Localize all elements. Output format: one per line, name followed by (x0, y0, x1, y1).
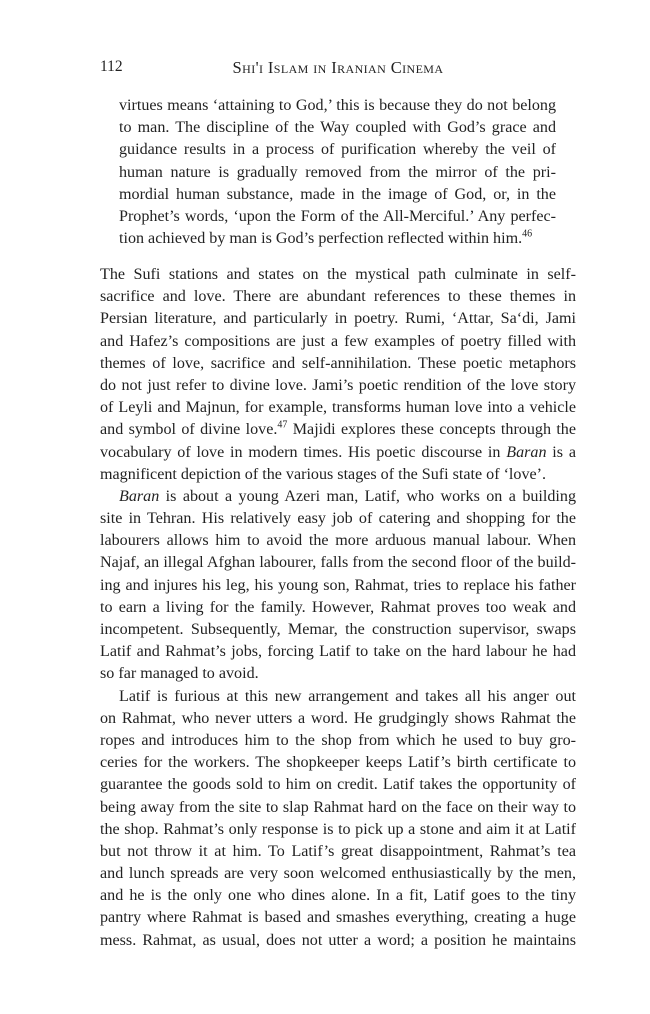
body-line: Najaf, an illegal Afghan labourer, falls from the second floor of the build- (100, 554, 576, 572)
body-line-text: and symbol of divine love. (100, 421, 278, 439)
body-line: and Hafez’s compositions are just a few examples of poetry filled with (100, 332, 576, 350)
body-line: labourers allows him to avoid the more arduous manual labour. When (100, 532, 576, 550)
body-line: ceries for the workers. The shopkeeper keeps Latif’s birth certificate to (100, 754, 576, 772)
body-text (100, 264, 576, 952)
body-line: so far managed to avoid. (100, 665, 259, 683)
body-line: ropes and introduces him to the shop from which he used to buy gro- (100, 731, 576, 749)
body-line: but not throw it at him. To Latif’s great disappointment, Rahmat’s tea (100, 842, 576, 860)
footnote-ref-47: 47 (277, 419, 288, 431)
body-line: and he is the only one who dines alone. In a fit, Latif goes to the tiny (100, 887, 576, 905)
body-line: of Leyli and Majnun, for example, transforms human love into a vehicle (100, 399, 576, 417)
body-line: to earn a living for the family. However, Rahmat proves too weak and (100, 598, 576, 616)
film-title-baran: Baran (119, 487, 160, 505)
body-line-text: is a (546, 443, 576, 461)
body-line: ing and injures his leg, his young son, Rahmat, tries to replace his father (100, 576, 576, 594)
quote-line: to man. The discipline of the Way coupled with God’s grace and (119, 119, 556, 137)
page-number: 112 (100, 58, 123, 75)
running-head: Shi'i Islam in Iranian Cinema (232, 58, 444, 77)
quote-line (119, 228, 556, 250)
body-line (100, 442, 576, 464)
body-line: do not just refer to divine love. Jami’s poetic rendition of the love story (100, 376, 576, 394)
body-line: the shop. Rahmat’s only response is to pick up a stone and aim it at Latif (100, 820, 576, 838)
body-line: on Rahmat, who never utters a word. He grudgingly shows Rahmat the (100, 709, 576, 727)
body-line: magnificent depiction of the various stages of the Sufi state of ‘love’. (100, 465, 547, 483)
page-header (100, 58, 576, 80)
quote-line: virtues means ‘attaining to God,’ this is because they do not belong (119, 97, 556, 114)
quote-line: mordial human substance, made in the image of God, or, in the (119, 185, 556, 203)
body-line-text: is about a young Azeri man, Latif, who works on a building (159, 487, 576, 505)
body-line: and lunch spreads are very soon welcomed enthusiastically by the men, (100, 865, 576, 883)
body-line (100, 419, 576, 441)
quote-line-text: tion achieved by man is God’s perfection reflected within him. (119, 230, 523, 248)
body-line: The Sufi stations and states on the mystical path culminate in self- (100, 266, 576, 283)
body-line-text: vocabulary of love in modern times. His poetic discourse in (100, 443, 507, 461)
body-line: mess. Rahmat, as usual, does not utter a word; a position he maintains (100, 931, 576, 949)
quote-line: Prophet’s words, ‘upon the Form of the All-Merciful.’ Any perfec- (119, 207, 556, 225)
body-line: sacrifice and love. There are abundant references to these themes in (100, 288, 576, 306)
quote-line: guidance results in a process of purification whereby the veil of (119, 141, 556, 159)
body-line: Persian literature, and particularly in poetry. Rumi, ‘Attar, Sa‘di, Jami (100, 310, 576, 328)
body-line: guarantee the goods sold to him on credit. Latif takes the opportunity of (100, 776, 576, 794)
body-line: being away from the site to slap Rahmat hard on the face on their way to (100, 798, 576, 816)
body-line (100, 486, 576, 508)
body-line: site in Tehran. His relatively easy job of catering and shopping for the (100, 510, 576, 528)
footnote-ref-46: 46 (522, 228, 533, 240)
body-line: incompetent. Subsequently, Memar, the construction supervisor, swaps (100, 621, 576, 638)
body-line-text: Majidi explores these concepts through the (287, 421, 576, 439)
quote-line: human nature is gradually removed from the mirror of the pri- (119, 163, 556, 181)
body-line: Latif and Rahmat’s jobs, forcing Latif to take on the hard labour he had (100, 643, 576, 661)
body-line: themes of love, sacrifice and self-annihilation. These poetic metaphors (100, 354, 576, 372)
film-title-baran: Baran (506, 443, 547, 461)
body-line: Latif is furious at this new arrangement and takes all his anger out (119, 687, 576, 705)
body-line: pantry where Rahmat is based and smashes everything, creating a huge (100, 909, 576, 927)
block-quote (119, 95, 556, 250)
